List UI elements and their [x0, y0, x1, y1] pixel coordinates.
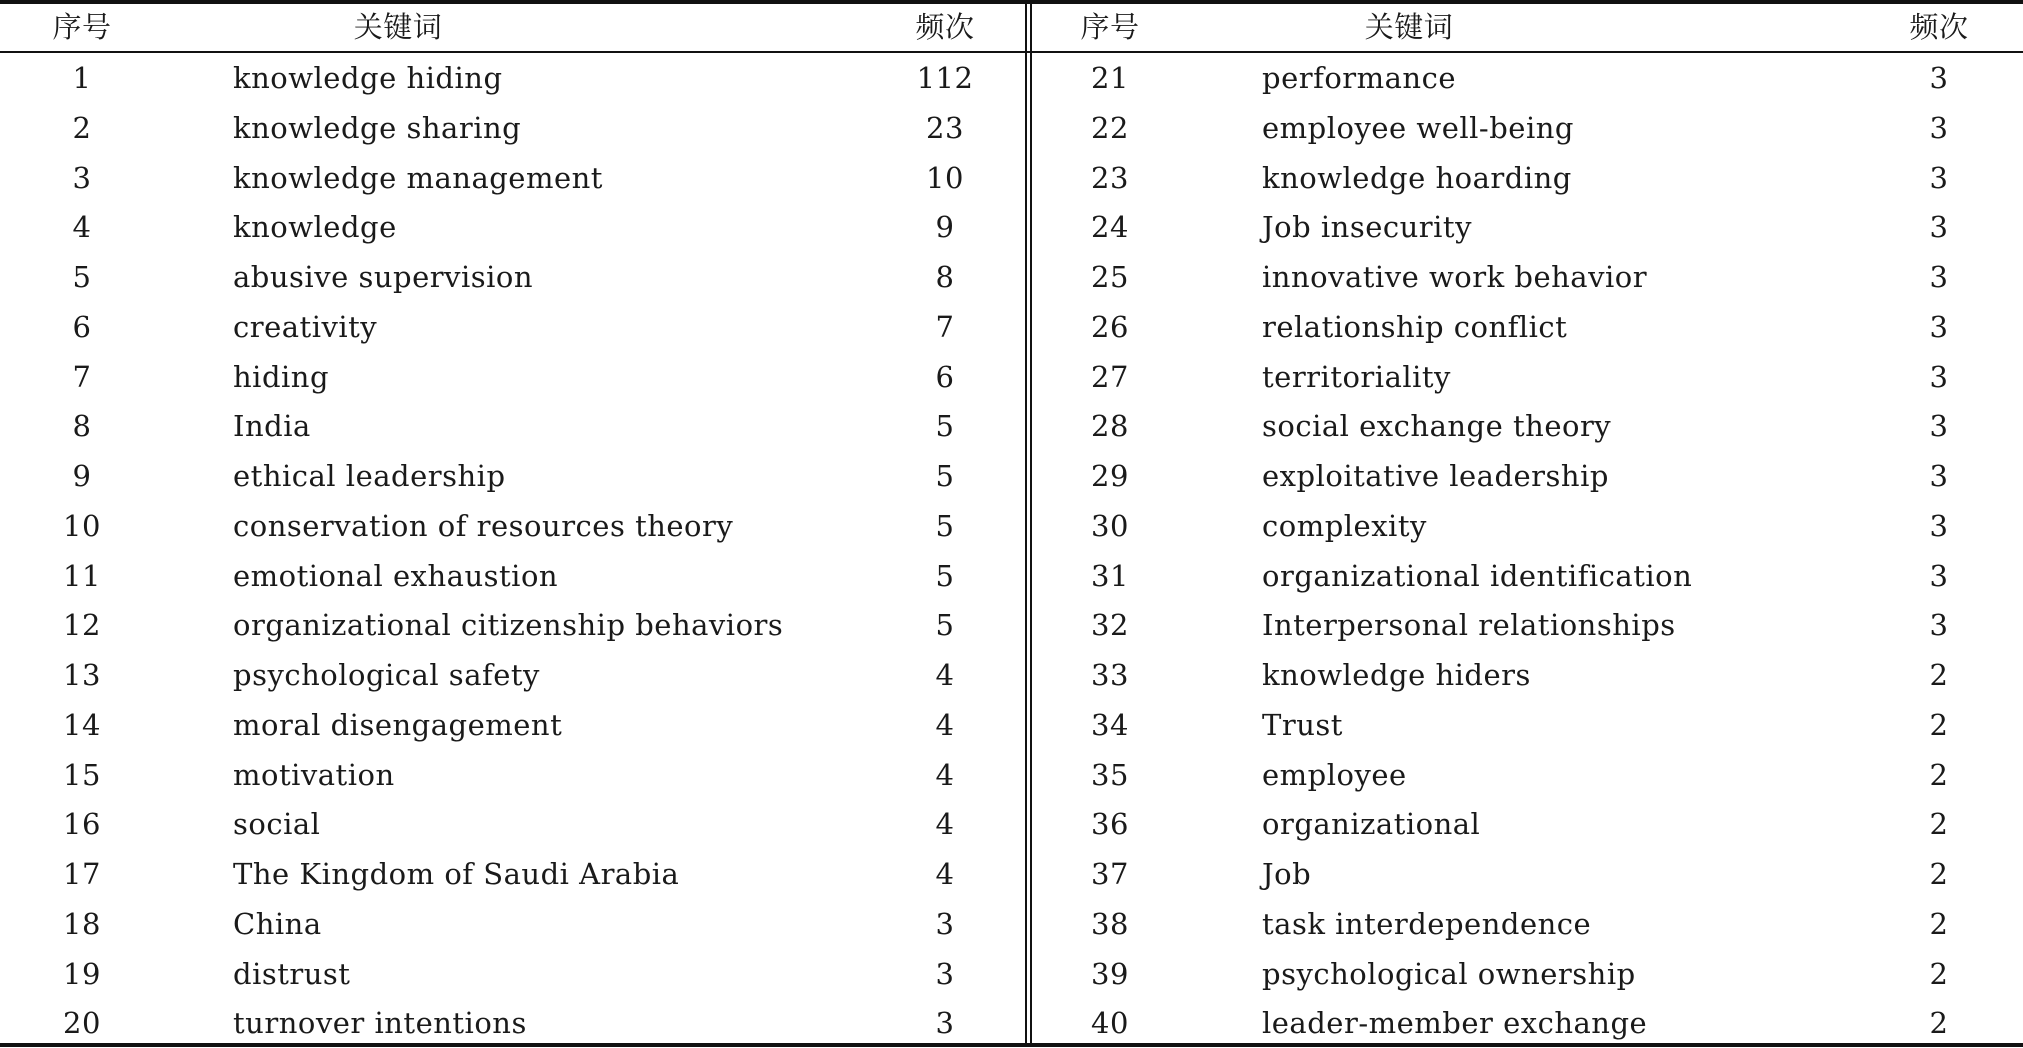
row-index: 8: [72, 409, 92, 444]
row-frequency: 2: [1929, 956, 1949, 991]
row-frequency: 3: [1929, 558, 1949, 593]
row-keyword: conservation of resources theory: [233, 508, 734, 543]
row-keyword: ethical leadership: [233, 459, 506, 493]
row-index: 38: [1091, 906, 1129, 941]
table-row: [0, 103, 1025, 153]
row-index: 21: [1091, 61, 1129, 95]
table-row: [0, 849, 1025, 899]
row-keyword: moral disengagement: [233, 707, 563, 742]
row-keyword: organizational citizenship behaviors: [233, 608, 784, 643]
row-keyword: turnover intentions: [233, 1006, 527, 1041]
table-row: [1032, 700, 2023, 750]
row-index: 36: [1091, 807, 1129, 842]
row-frequency: 112: [916, 61, 974, 95]
row-index: 35: [1091, 757, 1129, 792]
row-frequency: 2: [1929, 857, 1949, 891]
table-row: [1032, 202, 2023, 252]
table-row: [0, 451, 1025, 501]
table-row: [0, 998, 1025, 1048]
row-frequency: 3: [1929, 260, 1949, 294]
row-index: 28: [1091, 409, 1129, 444]
row-frequency: 3: [1929, 409, 1949, 444]
row-index: 6: [72, 309, 92, 344]
table-row: [0, 352, 1025, 402]
row-index: 19: [63, 956, 101, 991]
row-index: 14: [63, 707, 101, 742]
table-row: [1032, 352, 2023, 402]
row-frequency: 3: [1929, 459, 1949, 493]
row-index: 34: [1091, 707, 1129, 742]
row-index: 18: [63, 906, 101, 941]
table-row: [0, 302, 1025, 352]
row-index: 39: [1091, 956, 1129, 991]
row-index: 27: [1091, 359, 1129, 394]
row-index: 25: [1091, 260, 1129, 294]
table-row: [1032, 451, 2023, 501]
table-row: [1032, 153, 2023, 203]
row-keyword: performance: [1262, 61, 1457, 95]
row-frequency: 5: [935, 608, 955, 643]
row-keyword: organizational identification: [1262, 558, 1693, 593]
row-keyword: distrust: [233, 956, 351, 991]
row-keyword: employee: [1262, 757, 1407, 792]
row-keyword: knowledge management: [233, 160, 603, 195]
row-keyword: abusive supervision: [233, 260, 534, 294]
table-row: [0, 600, 1025, 650]
row-keyword: exploitative leadership: [1262, 459, 1609, 493]
row-frequency: 4: [935, 857, 955, 891]
row-index: 10: [63, 508, 101, 543]
table-row: [0, 501, 1025, 551]
row-keyword: social exchange theory: [1262, 409, 1612, 444]
row-frequency: 8: [935, 260, 955, 294]
row-keyword: knowledge: [233, 210, 397, 245]
table-row: [0, 949, 1025, 999]
row-index: 16: [63, 807, 101, 842]
row-keyword: The Kingdom of Saudi Arabia: [233, 857, 680, 891]
table-row: [1032, 799, 2023, 849]
row-keyword: psychological safety: [233, 658, 540, 692]
row-index: 2: [72, 110, 92, 145]
row-frequency: 3: [1929, 508, 1949, 543]
row-frequency: 5: [935, 558, 955, 593]
row-index: 12: [63, 608, 101, 643]
table-row: [0, 750, 1025, 800]
header-keyword: 关键词: [1364, 10, 1454, 44]
row-keyword: knowledge hiding: [233, 61, 503, 95]
table-row: [0, 799, 1025, 849]
table-header-row: [0, 4, 1025, 51]
row-frequency: 3: [1929, 359, 1949, 394]
row-index: 31: [1091, 558, 1129, 593]
row-frequency: 3: [1929, 110, 1949, 145]
row-index: 4: [72, 210, 92, 245]
row-frequency: 2: [1929, 707, 1949, 742]
row-keyword: India: [233, 409, 311, 444]
row-frequency: 3: [1929, 160, 1949, 195]
table-header-row: [1032, 4, 2023, 51]
table-row: [0, 401, 1025, 451]
row-keyword: creativity: [233, 309, 378, 344]
table-row: [0, 202, 1025, 252]
row-keyword: Interpersonal relationships: [1262, 608, 1676, 643]
table-row: [1032, 750, 2023, 800]
row-index: 32: [1091, 608, 1129, 643]
row-keyword: relationship conflict: [1262, 309, 1568, 344]
row-index: 9: [72, 459, 92, 493]
row-index: 17: [63, 857, 101, 891]
row-frequency: 2: [1929, 906, 1949, 941]
table-body-right: [1032, 53, 2023, 1048]
row-frequency: 2: [1929, 757, 1949, 792]
header-index: 序号: [1080, 10, 1140, 44]
column-divider-left: [1025, 0, 1027, 1047]
row-keyword: knowledge hoarding: [1262, 160, 1572, 195]
row-frequency: 3: [935, 1006, 955, 1041]
row-frequency: 3: [935, 956, 955, 991]
row-keyword: employee well-being: [1262, 110, 1574, 145]
header-frequency: 频次: [1909, 10, 1969, 44]
header-frequency: 频次: [915, 10, 975, 44]
row-frequency: 4: [935, 707, 955, 742]
row-index: 23: [1091, 160, 1129, 195]
row-frequency: 3: [1929, 608, 1949, 643]
table-body-left: [0, 53, 1025, 1048]
row-keyword: Job: [1262, 857, 1312, 891]
row-frequency: 7: [935, 309, 955, 344]
table-row: [1032, 600, 2023, 650]
row-index: 24: [1091, 210, 1129, 245]
row-keyword: motivation: [233, 757, 395, 792]
row-keyword: hiding: [233, 359, 330, 394]
row-frequency: 5: [935, 409, 955, 444]
header-index: 序号: [52, 10, 112, 44]
row-index: 37: [1091, 857, 1129, 891]
row-frequency: 2: [1929, 658, 1949, 692]
table-row: [1032, 650, 2023, 700]
row-frequency: 5: [935, 508, 955, 543]
row-frequency: 3: [1929, 61, 1949, 95]
table-row: [1032, 899, 2023, 949]
row-index: 15: [63, 757, 101, 792]
row-frequency: 3: [935, 906, 955, 941]
row-frequency: 4: [935, 807, 955, 842]
row-index: 3: [72, 160, 92, 195]
table-row: [0, 252, 1025, 302]
row-frequency: 6: [935, 359, 955, 394]
table-row: [1032, 53, 2023, 103]
row-frequency: 2: [1929, 1006, 1949, 1041]
row-keyword: Job insecurity: [1262, 210, 1472, 245]
table-row: [1032, 998, 2023, 1048]
row-index: 29: [1091, 459, 1129, 493]
row-index: 33: [1091, 658, 1129, 692]
row-keyword: social: [233, 807, 321, 842]
row-frequency: 2: [1929, 807, 1949, 842]
table-right-half: [1032, 4, 2023, 1043]
table-row: [1032, 302, 2023, 352]
row-frequency: 5: [935, 459, 955, 493]
row-keyword: task interdependence: [1262, 906, 1592, 941]
row-keyword: organizational: [1262, 807, 1481, 842]
row-frequency: 9: [935, 210, 955, 245]
row-keyword: complexity: [1262, 508, 1427, 543]
header-keyword: 关键词: [353, 10, 443, 44]
table-row: [1032, 949, 2023, 999]
row-frequency: 3: [1929, 210, 1949, 245]
table-row: [1032, 501, 2023, 551]
table-row: [1032, 551, 2023, 601]
row-index: 5: [72, 260, 92, 294]
row-index: 20: [63, 1006, 101, 1041]
table-row: [0, 700, 1025, 750]
table-row: [1032, 252, 2023, 302]
table-row: [1032, 103, 2023, 153]
row-keyword: China: [233, 906, 322, 941]
table-left-half: [0, 4, 1025, 1043]
row-keyword: emotional exhaustion: [233, 558, 559, 593]
row-frequency: 10: [926, 160, 964, 195]
row-frequency: 23: [926, 110, 964, 145]
table-row: [0, 899, 1025, 949]
row-keyword: innovative work behavior: [1262, 260, 1648, 294]
row-frequency: 4: [935, 757, 955, 792]
row-index: 40: [1091, 1006, 1129, 1041]
row-index: 30: [1091, 508, 1129, 543]
table-row: [1032, 849, 2023, 899]
row-keyword: knowledge sharing: [233, 110, 522, 145]
row-index: 22: [1091, 110, 1129, 145]
row-keyword: leader-member exchange: [1262, 1006, 1648, 1041]
table-row: [0, 53, 1025, 103]
row-index: 7: [72, 359, 92, 394]
row-index: 26: [1091, 309, 1129, 344]
row-keyword: knowledge hiders: [1262, 658, 1531, 692]
row-index: 11: [63, 558, 101, 593]
table-row: [0, 551, 1025, 601]
table-row: [1032, 401, 2023, 451]
row-frequency: 3: [1929, 309, 1949, 344]
row-index: 13: [63, 658, 101, 692]
table-row: [0, 650, 1025, 700]
row-keyword: territoriality: [1262, 359, 1451, 394]
row-keyword: Trust: [1262, 707, 1343, 742]
row-index: 1: [72, 61, 92, 95]
row-keyword: psychological ownership: [1262, 956, 1636, 991]
table-row: [0, 153, 1025, 203]
row-frequency: 4: [935, 658, 955, 692]
